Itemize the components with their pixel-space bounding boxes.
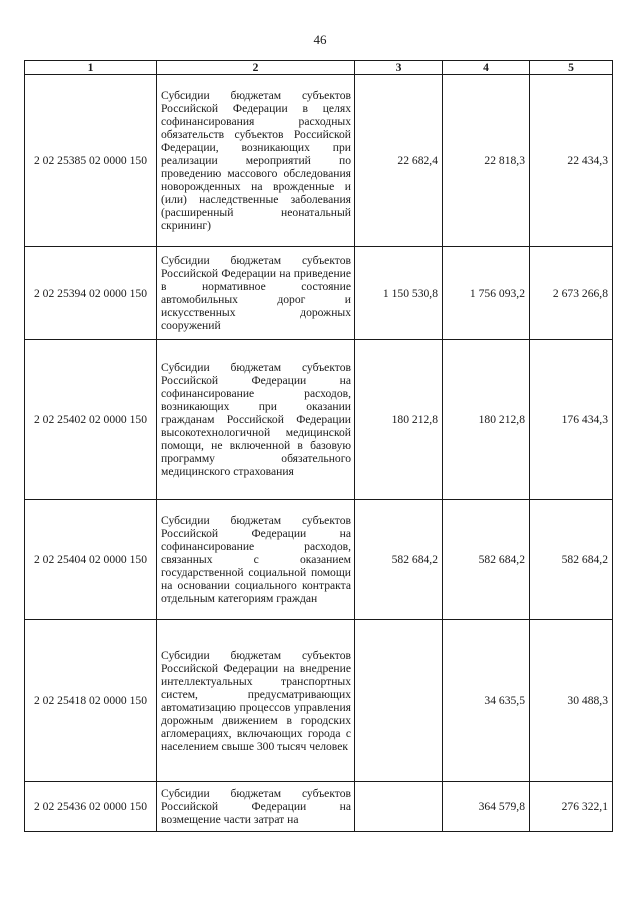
row-value-col3: 180 212,8	[355, 340, 443, 500]
row-value-col4: 364 579,8	[443, 782, 530, 832]
header-col-3: 3	[355, 61, 443, 75]
row-value-col4: 34 635,5	[443, 620, 530, 782]
header-col-4: 4	[443, 61, 530, 75]
row-value-col5: 2 673 266,8	[530, 247, 613, 340]
row-description: Субсидии бюджетам субъектов Российской Федерации на возмещение части затрат на	[157, 782, 355, 832]
row-value-col5: 30 488,3	[530, 620, 613, 782]
row-value-col3	[355, 782, 443, 832]
row-value-col5: 276 322,1	[530, 782, 613, 832]
header-col-2: 2	[157, 61, 355, 75]
page-number: 46	[313, 32, 327, 47]
header-col-5: 5	[530, 61, 613, 75]
row-value-col3: 582 684,2	[355, 500, 443, 620]
row-description: Субсидии бюджетам субъектов Российской Федерации на софинансирование расходов, связанных с оказанием государственной социальной помощи на основании социального контракта отдельным категориям граждан	[157, 500, 355, 620]
row-code: 2 02 25394 02 0000 150	[25, 247, 157, 340]
budget-table	[24, 60, 613, 832]
row-description: Субсидии бюджетам субъектов Российской Федерации в целях софинансирования расходных обязательств субъектов Российской Федерации, возникающих при реализации мероприятий по проведению массового обследования новорожденных на врожденные и (или) наследственные заболевания (расширенный неонатальный скрининг)	[157, 75, 355, 247]
row-value-col5: 176 434,3	[530, 340, 613, 500]
row-code: 2 02 25418 02 0000 150	[25, 620, 157, 782]
table-row	[25, 500, 613, 620]
table-row	[25, 620, 613, 782]
table-row	[25, 247, 613, 340]
row-code: 2 02 25385 02 0000 150	[25, 75, 157, 247]
row-description: Субсидии бюджетам субъектов Российской Федерации на софинансирование расходов, возникающих при оказании гражданам Российской Федерации высокотехнологичной медицинской помощи, не включенной в базовую программу обязательного медицинского страхования	[157, 340, 355, 500]
row-value-col4: 582 684,2	[443, 500, 530, 620]
row-description: Субсидии бюджетам субъектов Российской Федерации на приведение в нормативное состояние автомобильных дорог и искусственных дорожных сооружений	[157, 247, 355, 340]
row-value-col4: 1 756 093,2	[443, 247, 530, 340]
row-value-col5: 22 434,3	[530, 75, 613, 247]
header-row	[25, 61, 613, 75]
row-value-col3: 1 150 530,8	[355, 247, 443, 340]
table-row	[25, 75, 613, 247]
row-value-col3	[355, 620, 443, 782]
table-row	[25, 782, 613, 832]
row-description: Субсидии бюджетам субъектов Российской Федерации на внедрение интеллектуальных транспортных систем, предусматривающих автоматизацию процессов управления дорожным движением в городских агломерациях, включающих города с населением свыше 300 тысяч человек	[157, 620, 355, 782]
row-code: 2 02 25436 02 0000 150	[25, 782, 157, 832]
row-code: 2 02 25402 02 0000 150	[25, 340, 157, 500]
row-value-col3: 22 682,4	[355, 75, 443, 247]
row-value-col4: 180 212,8	[443, 340, 530, 500]
table-row	[25, 340, 613, 500]
header-col-1: 1	[25, 61, 157, 75]
row-value-col4: 22 818,3	[443, 75, 530, 247]
row-code: 2 02 25404 02 0000 150	[25, 500, 157, 620]
row-value-col5: 582 684,2	[530, 500, 613, 620]
